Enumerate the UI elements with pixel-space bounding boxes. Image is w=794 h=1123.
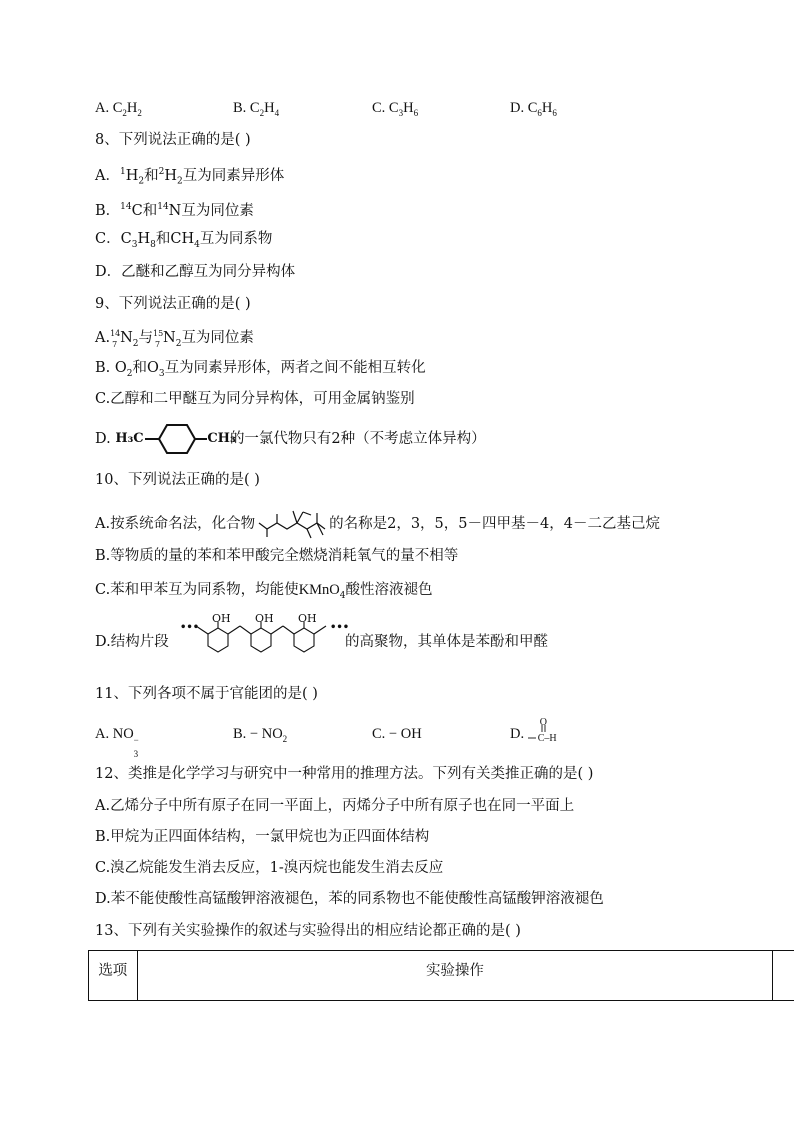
right-dots: •••: [330, 622, 350, 633]
q11-option-d: D. O C–H: [510, 724, 564, 745]
oh-label-2: OH: [255, 612, 274, 625]
q7-option-a: A. $C_2H_2$: [95, 100, 142, 118]
q10-option-b: B.等物质的量的苯和苯甲酸完全燃烧消耗氧气的量不相等: [95, 548, 459, 564]
table-header-extra: [773, 951, 794, 1001]
q12-option-c: C.溴乙烷能发生消去反应，1-溴丙烷也能发生消去反应: [95, 860, 444, 876]
table-header-row: [89, 951, 794, 1001]
ch-label: C–H: [537, 732, 557, 744]
q12-option-a: A.乙烯分子中所有原子在同一平面上，丙烯分子中所有原子也在同一平面上: [95, 798, 575, 814]
oh-label-1: OH: [212, 612, 231, 625]
q8-option-c: C．$C_3H_8$和$CH_4$互为同系物: [95, 231, 273, 250]
q9-option-b: B. $O_2$和$O_3$互为同素异形体，两者之间不能相互转化: [95, 360, 426, 379]
q11-stem: 11、下列各项不属于官能团的是( ): [95, 686, 318, 702]
polymer-fragment-structure: [180, 612, 350, 668]
q8-option-d: D．乙醚和乙醇互为同分异构体: [95, 264, 296, 280]
q12-stem: 12、类推是化学学习与研究中一种常用的推理方法。下列有关类推正确的是( ): [95, 766, 594, 782]
carbonyl-oxygen: O: [539, 716, 547, 728]
q7-option-b: B. $C_2H_4$: [233, 100, 280, 118]
q10-option-d-tail: 的高聚物，其单体是苯酚和甲醛: [345, 634, 548, 650]
q7-option-d: D. $C_6H_6$: [510, 100, 557, 118]
q9-option-a: A. 14 7 $N_2$与 15 7 $N_2$互为同位素: [95, 329, 254, 349]
table-header-operation: 实验操作: [137, 951, 773, 1001]
q10-option-a: A.按系统命名法，化合物 的名称是2，3，5，5－四甲基－4，4－二乙基己烷: [95, 509, 660, 539]
q10-stem: 10、下列说法正确的是( ): [95, 472, 260, 488]
q12-option-b: B.甲烷为正四面体结构，一氯甲烷也为正四面体结构: [95, 829, 430, 845]
left-methyl-label: H₃C: [115, 431, 144, 446]
q12-option-d: D.苯不能使酸性高锰酸钾溶液褪色，苯的同系物也不能使酸性高锰酸钾溶液褪色: [95, 891, 604, 907]
q8-stem: 8、下列说法正确的是( ): [95, 132, 251, 148]
right-methyl-label: CH₃: [207, 431, 236, 446]
q8-option-a: A．$^1H_2$和$^2H_2$互为同素异形体: [95, 167, 285, 187]
q10-option-d-head: D.结构片段: [95, 634, 169, 650]
left-dots: •••: [180, 622, 200, 633]
q9-option-d: D. H₃C CH₃ 的一氯代物只有2种（不考虑立体异构）: [95, 429, 486, 449]
q11-option-b: B. − $NO_2$: [233, 726, 288, 744]
methylcyclohexane-structure: [115, 429, 236, 449]
table-header-option: 选项: [89, 951, 138, 1001]
oh-label-3: OH: [298, 612, 317, 625]
q9-stem: 9、下列说法正确的是( ): [95, 296, 251, 312]
q13-table: [88, 950, 794, 1001]
q9-option-c: C.乙醇和二甲醚互为同分异构体，可用金属钠鉴别: [95, 391, 415, 407]
q11-option-a: A. NO − 3: [95, 726, 139, 759]
q10-option-c: C.苯和甲苯互为同系物，均能使KMnO$_4$酸性溶液褪色: [95, 582, 433, 601]
branched-alkane-skeleton: [257, 509, 327, 539]
q8-option-b: B．$^{14}$C和$^{14}$N互为同位素: [95, 202, 254, 219]
q7-option-c: C. $C_3H_6$: [372, 100, 419, 118]
q13-stem: 13、下列有关实验操作的叙述与实验得出的相应结论都正确的是( ): [95, 923, 521, 939]
q11-option-c: C. − OH: [372, 726, 422, 742]
